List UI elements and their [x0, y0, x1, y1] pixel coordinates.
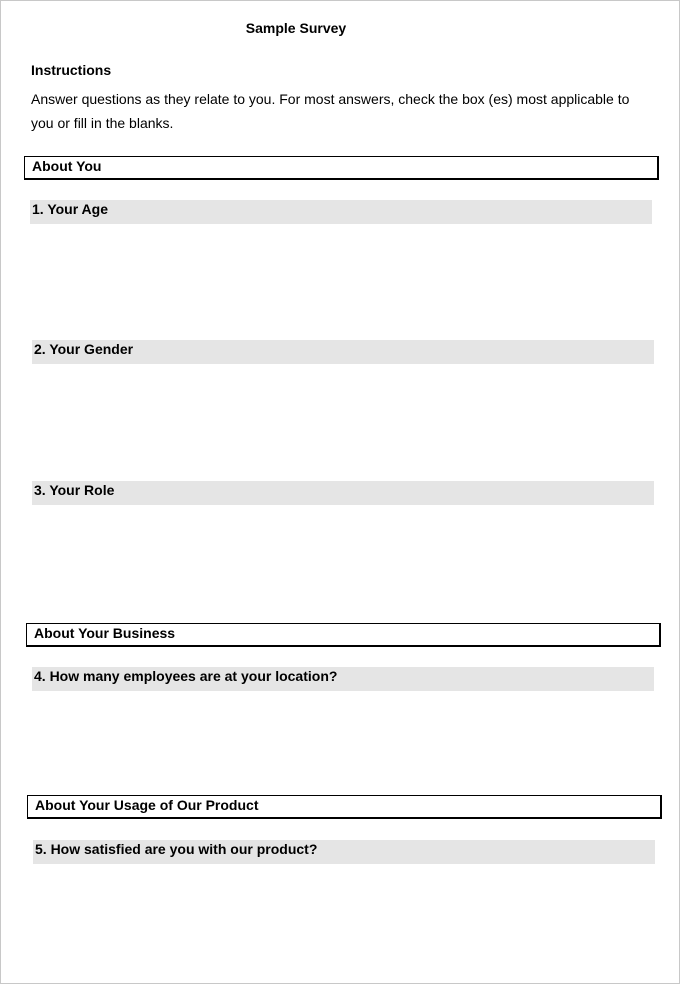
- question-your-age: 1. Your Age: [30, 200, 652, 224]
- question-your-gender: 2. Your Gender: [32, 340, 654, 364]
- document-title: Sample Survey: [245, 20, 347, 36]
- section-about-your-usage: About Your Usage of Our Product: [27, 795, 662, 819]
- question-employees: 4. How many employees are at your location?: [32, 667, 654, 691]
- section-about-you: About You: [24, 156, 659, 180]
- question-satisfaction: 5. How satisfied are you with our product?: [33, 840, 655, 864]
- instructions-heading: Instructions: [31, 62, 112, 78]
- section-about-your-business: About Your Business: [26, 623, 661, 647]
- question-your-role: 3. Your Role: [32, 481, 654, 505]
- instructions-body: Answer questions as they relate to you. For most answers, check the box (es) most applicable to you or fill in the blanks.: [31, 91, 630, 131]
